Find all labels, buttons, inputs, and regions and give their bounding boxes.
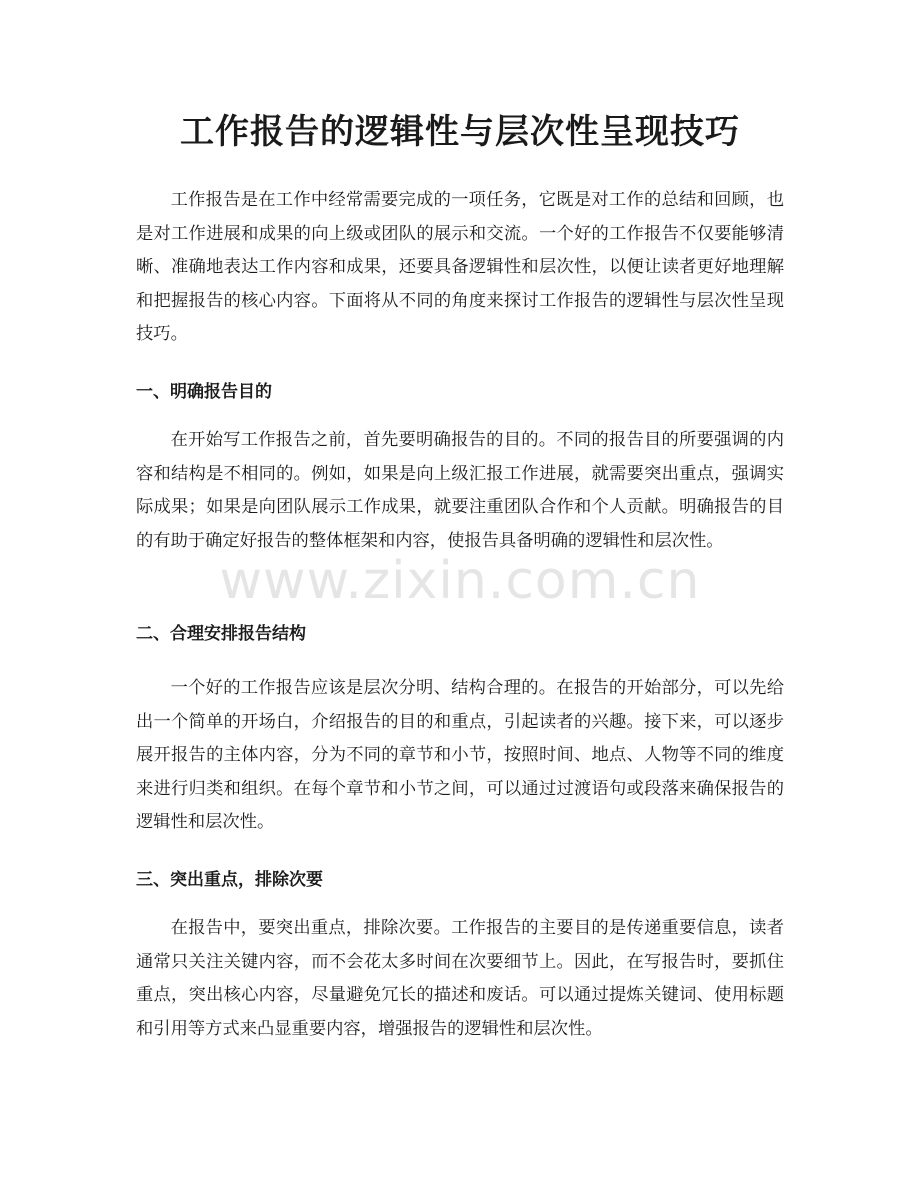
section-body-1: 在开始写工作报告之前，首先要明确报告的目的。不同的报告目的所要强调的内容和结构是不相同的。例如，如果是向上级汇报工作进展，就需要突出重点，强调实际成果；如果是向团队展示工作成果，就要注重团队合作和个人贡献。明确报告的目的有助于确定好报告的整体框架和内容，使报告具备明确的逻辑性和层次性。 bbox=[136, 430, 784, 551]
section-heading-2: 二、合理安排报告结构 bbox=[136, 624, 306, 644]
section-body-2: 一个好的工作报告应该是层次分明、结构合理的。在报告的开始部分，可以先给出一个简单的开场白，介绍报告的目的和重点，引起读者的兴趣。接下来，可以逐步展开报告的主体内容，分为不同的章节和小节，按照时间、地点、人物等不同的维度来进行归类和组织。在每个章节和小节之间，可以通过过渡语句或段落来确保报告的逻辑性和层次性。 bbox=[136, 678, 784, 832]
section-body-3: 在报告中，要突出重点，排除次要。工作报告的主要目的是传递重要信息，读者通常只关注关键内容，而不会花太多时间在次要细节上。因此，在写报告时，要抓住重点，突出核心内容，尽量避免冗长的描述和废话。可以通过提炼关键词、使用标题和引用等方式来凸显重要内容，增强报告的逻辑性和层次性。 bbox=[136, 918, 784, 1039]
section-heading-1: 一、明确报告目的 bbox=[136, 382, 272, 402]
section-heading-3: 三、突出重点，排除次要 bbox=[136, 870, 323, 890]
intro-paragraph: 工作报告是在工作中经常需要完成的一项任务，它既是对工作的总结和回顾，也是对工作进展和成果的向上级或团队的展示和交流。一个好的工作报告不仅要能够清晰、准确地表达工作内容和成果，还要具备逻辑性和层次性，以便让读者更好地理解和把握报告的核心内容。下面将从不同的角度来探讨工作报告的逻辑性与层次性呈现技巧。 bbox=[136, 190, 784, 344]
document-title: 工作报告的逻辑性与层次性呈现技巧 bbox=[180, 112, 740, 152]
watermark-text: www.zixin.com.cn bbox=[219, 551, 701, 611]
